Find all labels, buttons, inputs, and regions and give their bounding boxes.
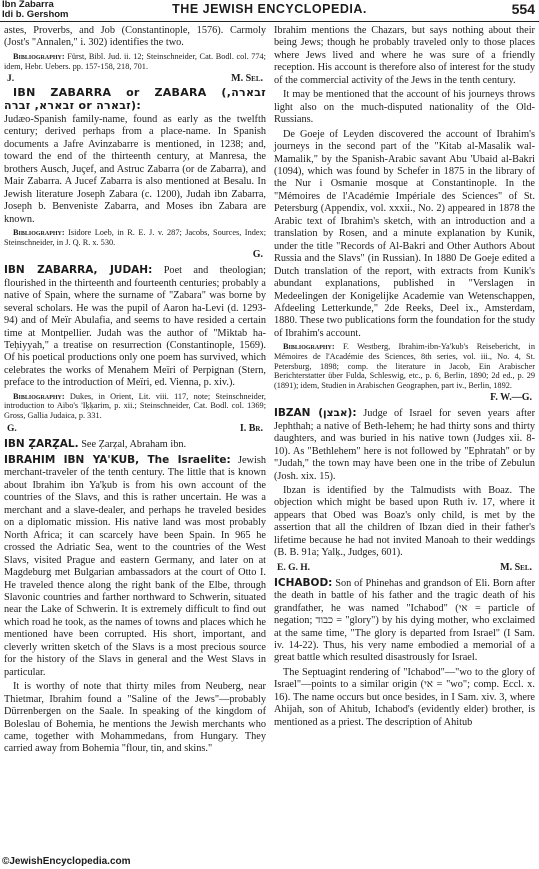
bibliography-text: Dukes, in Orient, Lit. viii. 117, note; Steinschneider, introduction to Aibo's 'Iḳḳarim, p. xii.; Steinschneider, Cat. Bodl. col. 1369; Gross, Gallia Judaica, p. 331.	[4, 391, 267, 420]
bibliography-text: F. Westberg, Ibrahim-ibn-Ya'kub's Reisebericht, in Mémoires de l'Académie des Sciences, 8th series, vol. iii., No. 4, St. Petersburg, 1898; comp. the literature in Jacob, Ein Arabischer Berichterstatter über Fulda, Schleswig, etc., p. 6, Berlin, 1890; 2d ed., p. 29 (1891); idem, Studien in Arabischen Geographen, part iv., Berlin, 1892.	[274, 342, 535, 390]
bibliography-label: Bibliography:	[283, 342, 335, 352]
article-headword: ICHABOD:	[274, 576, 333, 589]
bibliography-text: Fürst, Bibl. Jud. ii. 12; Steinschneider, Cat. Bodl. col. 774; idem, Hebr. Uebers. pp. 157-158, 218, 701.	[4, 51, 266, 71]
article-text: De Goeje of Leyden discovered the account of Ibrahim's journeys in the second part of the "Kitab al-Masalik wal-Mamalik," by the Spanish-Arabic savant Abu 'Ubaid al-Bakri (1094), which was found by Schefer in 1875 in the library of the Nur i Osmanie mosque at Constantinople. In the "Mémoires de l'Académie Impériale des Sciences" of St. Petersburg (Appendix, vol. xxxii., No. 2) appeared in 1878 the Arabic text of Ibrahim's sketch, with an introduction and a translation by Rosen, and a minute explanation by Kunik, under the title "Records of Al-Bakri and Other Authors About Russia and the Slavs" (in Russian). In 1880 De Goeje edited a Dutch translation of the report, with extracts from Kunik's abundant explanations, published in "Verslagen in Medeelingen der Konigelijke Academie van Wetenschappen, Afdeeling Letterkunde," 2de Reeks, Deel ix., Amsterdam, 1880. These two publications form the foundation for the study of Ibrahim's account.	[274, 128, 535, 339]
article-text: It may be mentioned that the account of his journeys throws light also on the much-disputed nationality of the Old-Russians.	[274, 89, 535, 126]
article-text: Ibrahim mentions the Chazars, but says nothing about their being Jews; though he probably traveled only to those places where Jews lived and where he was sure of a friendly reception. His account is therefore also of interest for the study of the commercial activity of the Jews in the tenth century.	[274, 25, 535, 86]
article-text: Ibzan is identified by the Talmudists with Boaz. The objection which might be based upon Ruth iv. 17, where it appears that Obed was Boaz's only child, is met by the assertion that all the children of Ibzan died in their father's lifetime because he had not invited Manoah to their weddings (B. B. 91a; Yalḳ., Judges, 601).	[274, 485, 535, 559]
signature-initials: E. G. H.	[277, 562, 310, 573]
signature-initials: J.	[7, 74, 15, 85]
article-text: Poet and theologian; flourished in the thirteenth and fourteenth centuries; probably a native of Spain, where the surname of "Zabara" was borne by several scholars. He was the pupil of Aaron ha-Levi (d. 1293-94) and of Meïr Abulafia, and seems to have resided a certain time at Montpellier. Judah was the author of "Miktab ha-Teḥiyyah," a treatise on resurrection (Constantinople, 1569). Of his poetical productions only one poem has survived, which celebrates the works of Menahem Meïri of Perpignan (Stern, preface to the introduction of Meïri, ed. Vienna, p. xiv.).	[4, 265, 266, 389]
author-signature	[274, 562, 535, 574]
signature-author: I. Br.	[239, 422, 263, 434]
continuation-paragraph: astes, Proverbs, and Job (Constantinople, 1576). Carmoly (Jost's "Annalen," i. 302) identifies the two.	[4, 25, 266, 49]
article-entry	[4, 264, 266, 390]
page-number: 554	[511, 1, 535, 17]
site-watermark: ©JewishEncyclopedia.com	[2, 856, 131, 867]
left-column	[4, 25, 266, 758]
bibliography	[4, 392, 266, 421]
publication-title: THE JEWISH ENCYCLOPEDIA.	[172, 2, 367, 16]
author-signature	[4, 73, 266, 85]
guide-word-last: Idi b. Gershom	[2, 9, 69, 20]
right-column	[274, 25, 535, 731]
signature-author: M. Sel.	[231, 73, 263, 85]
signature-author: M. Sel.	[500, 561, 532, 573]
author-signature	[4, 423, 266, 435]
article-headword: IBN ZABARRA or ZABARA (זבארה, זבארא, זברה or זבארה):	[4, 86, 266, 112]
signature-author: F. W.—G.	[490, 392, 532, 404]
bibliography	[4, 228, 266, 247]
bibliography	[274, 342, 535, 390]
article-text: It is worthy of note that thirty miles from Neuberg, near Thietmar, Ibrahim found a "Saline of the Jews"—probably Dürrenbergen on the Saale. In speaking of the kingdom of Boleslau of Bohemia, he mentions the Jewish merchants who came, together with Mohammedans, from Hungary. They carried away from Bohemia "flour, tin, and skins."	[4, 681, 266, 755]
article-entry	[274, 577, 535, 665]
article-headword: IBRAHIM IBN YA'KUB, The Israelite:	[4, 454, 231, 467]
article-text: Judæo-Spanish family-name, found as early as the twelfth century; derived perhaps from a place-name. In Spanish documents a Jafre Avinzabarre is mentioned, in 1238; and, toward the end of the thirteenth century, at Manresa, the brothers Ausch, Juçef, and Astruc Zabarra (or de Zabarra), and Mair Zabarra. A Jucef Zabarra is also mentioned at Besalu. In Jewish literature Joseph Zabara (c. 1200), Judah ibn Zabarra, Joseph b. Benveniste Zabarra, and Moses ibn Zabara are known.	[4, 114, 266, 225]
author-signature	[274, 392, 535, 404]
cross-reference-text: See Ẓarẓal, Abraham ibn.	[81, 438, 187, 450]
bibliography-label: Bibliography:	[13, 228, 65, 238]
author-signature	[4, 249, 266, 261]
bibliography-text: Isidore Loeb, in R. E. J. v. 287; Jacobs, Sources, Index; Steinschneider, in J. Q. R. x. 530.	[4, 228, 267, 247]
bibliography-label: Bibliography:	[13, 51, 65, 61]
cross-reference-entry	[4, 438, 266, 451]
article-headword: IBN ZABARRA, JUDAH:	[4, 264, 153, 277]
article-text: The Septuagint rendering of "Ichabod"—"wo to the glory of Israel"—points to a similar origin (אי = "wo"; comp. Eccl. x. 16). The name occurs but once besides, in I Sam. xiv. 3, where Ahijah, son of Ahitub, Ichabod's (evidently elder) brother, is mentioned as a priest. The description of Ahitub	[274, 666, 535, 728]
page-header	[0, 0, 539, 22]
signature-author: G.	[252, 249, 263, 261]
article-headword: IBZAN (אבצן):	[274, 407, 357, 420]
bibliography-label: Bibliography:	[13, 391, 65, 401]
article-text: Jewish merchant-traveler of the tenth century. The little that is known about Ibrahim ibn Ya'ḳub is from his own account of the countries of the Slavs, and this is rather uncertain. He was a merchant and a slave-dealer, and perhaps he traveled besides on a diplomatic mission. His native land was most probably North Africa; it can scarcely have been Spain. In 965 he crossed the Adriatic Sea, went to the countries of the West Slavs, visited Prague and eastern Germany, and later on at Magdeburg met Bulgarian ambassadors at the court of Otto I. He traveled thence along the right bank of the Elbe, through Slavonic countries and farther northward to Schwerin, situated near the Lake of Schwerin. It is extremely difficult to find out which road he took, as the names of towns and places which he mentioned have been corrupted. His short, important, and cleverly written sketch of the Slavs is a most precious source for the history of the Slavs in general and the West Slavs in particular.	[4, 455, 266, 678]
guide-word-first: Ibn Zabarra	[2, 0, 54, 10]
article-entry	[4, 454, 266, 679]
article-headword: IBN ẒARẒAL.	[4, 437, 79, 450]
article-text: Judge of Israel for seven years after Jephthah; a native of Beth-lehem; he had thirty sons and thirty daughters, and was buried in his native town (Judges xii. 8-10). As "Bethlehem" here is not followed by "Ephratah" or by "Judah," the town may have been one in the tribe of Zebulun (Josh. xix. 15).	[274, 408, 535, 482]
signature-initials: G.	[7, 423, 17, 434]
article-text: Son of Phinehas and grandson of Eli. Born after the death in battle of his father and the tragic death of his grandfather, he was named "Ichabod" (אי = particle of negation; כבוד = "glory") by his dying mother, who exclaimed at the same time, "The glory is departed from Israel" (I Sam. iv. 14-22). Thus, his very name embodied a memorial of a great battle which resulted disastrously for Israel.	[274, 577, 536, 664]
bibliography	[4, 52, 266, 71]
article-entry	[274, 407, 535, 483]
